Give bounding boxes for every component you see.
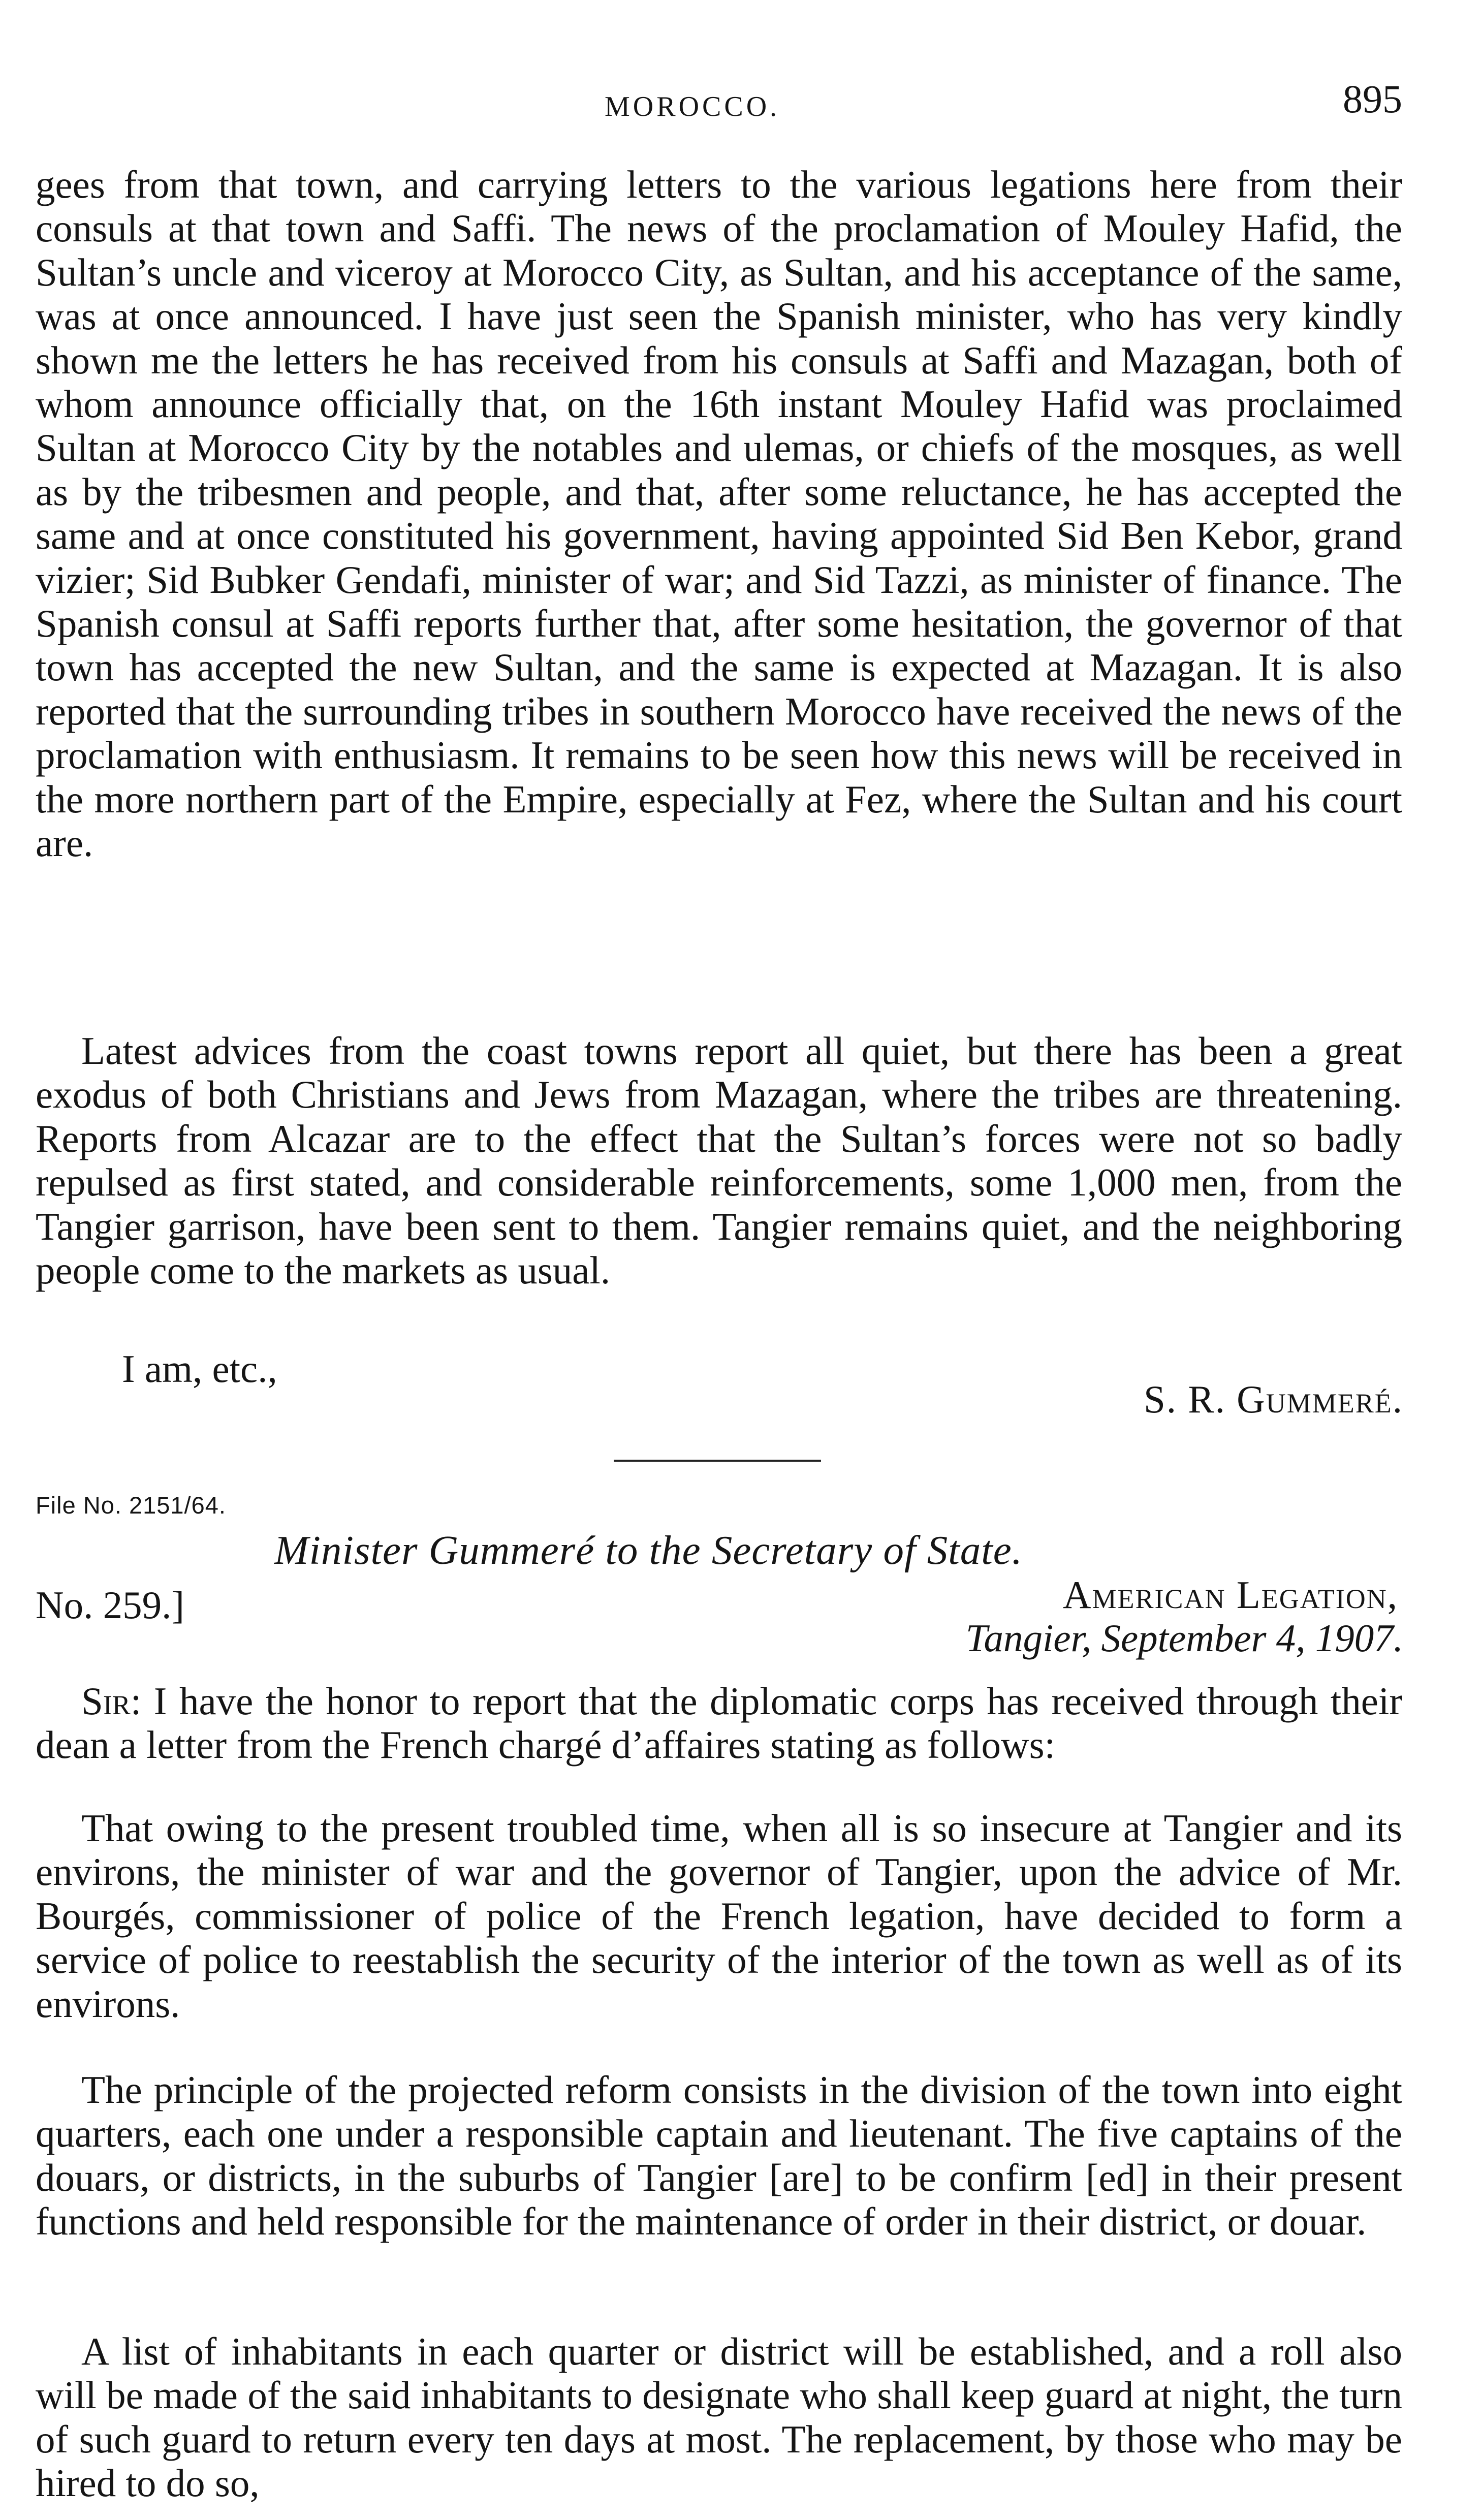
document-heading: Minister Gummeré to the Secretary of State. bbox=[274, 1527, 1023, 1573]
opening-text: : I have the honor to report that the diplomatic corps has received through their dean a letter from the French chargé d’affaires stating as follows: bbox=[36, 1679, 1402, 1767]
letter-paragraph-continued: gees from that town, and carrying letters to the various legations here from their consuls at that town and Saffi. The news of the proclamation of Mouley Hafid, the Sultan’s uncle and viceroy at Morocco City, as Sultan, and his acceptance of the same, was at once announced. I have just seen the Spanish minister, who has very kindly shown me the letters he has received from his consuls at Saffi and Mazagan, both of whom announce officially that, on the 16th instant Mouley Hafid was proclaimed Sultan at Morocco City by the notables and ulemas, or chiefs of the mosques, as well as by the tribesmen and people, and that, after some reluctance, he has accepted the same and at once constituted his government, having appointed Sid Ben Kebor, grand vizier; Sid Bubker Gendafi, minister of war; and Sid Tazzi, as minister of finance. The Spanish consul at Saffi reports further that, after some hesitation, the governor of that town has accepted the new Sultan, and the same is expected at Mazagan. It is also reported that the surrounding tribes in southern Morocco have received the news of the proclamation with enthusiasm. It remains to be seen how this news will be received in the more northern part of the Empire, especially at Fez, where the Sultan and his court are. bbox=[36, 163, 1402, 865]
page-number: 895 bbox=[1343, 77, 1402, 121]
letter-signature bbox=[1144, 1377, 1403, 1422]
document-date: Tangier, September 4, 1907. bbox=[965, 1616, 1403, 1660]
salutation: Sir bbox=[81, 1679, 131, 1723]
signature-text: S. R. Gummeré. bbox=[1143, 1377, 1403, 1421]
letter-paragraph: Latest advices from the coast towns report all quiet, but there has been a great exodus of both Christians and Jews from Mazagan, where the tribes are threatening. Reports from Alcazar are to the effect that the Sultan’s forces were not so badly repulsed as first stated, and considerable reinforcements, some 1,000 men, from the Tangier garrison, have been sent to them. Tangier remains quiet, and the neighboring people come to the markets as usual. bbox=[36, 1029, 1402, 1293]
document-paragraph-opening bbox=[36, 1679, 1402, 1767]
document-paragraph: A list of inhabitants in each quarter or district will be established, and a roll also will be made of the said inhabitants to designate who shall keep guard at night, the turn of such guard to return every ten days at most. The replacement, by those who may be hired to do so, bbox=[36, 2329, 1402, 2505]
document-paragraph: That owing to the present troubled time, when all is so insecure at Tangier and its environs, the minister of war and the governor of Tangier, upon the advice of Mr. Bourgés, commissioner of police of the French legation, have decided to form a service of police to reestablish the security of the interior of the town as well as of its environs. bbox=[36, 1806, 1402, 2026]
document-place: American Legation, bbox=[1062, 1573, 1398, 1617]
file-number: File No. 2151/64. bbox=[36, 1492, 226, 1519]
document-number: No. 259.] bbox=[36, 1583, 184, 1627]
section-divider bbox=[614, 1460, 821, 1462]
running-title: MOROCCO. bbox=[605, 91, 780, 122]
document-paragraph: The principle of the projected reform consists in the division of the town into eight quarters, each one under a responsible captain and lieutenant. The five captains of the douars, or districts, in the suburbs of Tangier [are] to be confirm [ed] in their present functions and held responsible for the maintenance of order in their district, or douar. bbox=[36, 2068, 1402, 2244]
letter-closing: I am, etc., bbox=[122, 1347, 277, 1391]
running-head bbox=[36, 76, 1402, 132]
